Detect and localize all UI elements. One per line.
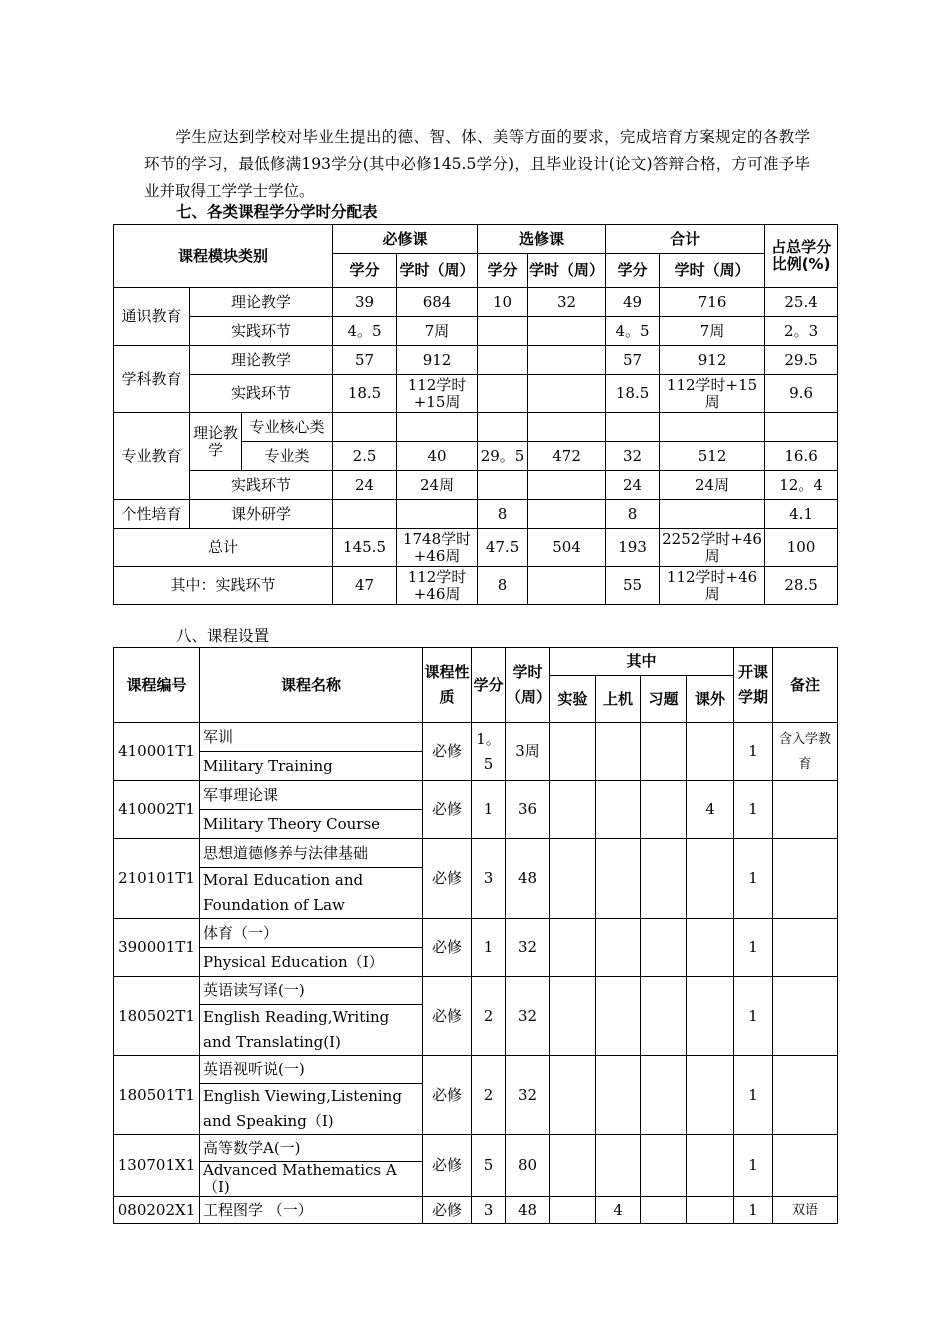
course-extra [687, 1056, 734, 1135]
cell: 16.6 [765, 442, 838, 471]
course-credit: 2 [472, 977, 506, 1056]
cell: 684 [397, 288, 478, 317]
table-row [114, 375, 838, 413]
cell: 193 [606, 529, 660, 567]
cell: 10 [478, 288, 528, 317]
course-credit: 1 [472, 781, 506, 839]
course-extra [687, 1135, 734, 1197]
row-label: 理论教学 [190, 288, 333, 317]
group-label: 专业教育 [114, 413, 190, 500]
row-label: 总计 [114, 529, 333, 567]
table-row [114, 413, 838, 442]
header-term: 开课学期 [734, 648, 773, 723]
course-hours: 48 [506, 839, 550, 919]
course-nature: 必修 [423, 723, 472, 781]
course-name-cn: 思想道德修养与法律基础 [200, 839, 423, 868]
course-nature: 必修 [423, 1197, 472, 1224]
course-name-cn: 体育（一） [200, 919, 423, 948]
header-credit: 学分 [333, 254, 397, 288]
course-nature: 必修 [423, 781, 472, 839]
header-extracurricular: 课外 [687, 676, 734, 723]
course-hours: 80 [506, 1135, 550, 1197]
course-table [113, 647, 838, 1224]
header-elective: 选修课 [478, 225, 606, 254]
cell: 716 [660, 288, 765, 317]
cell: 2。3 [765, 317, 838, 346]
cell: 912 [660, 346, 765, 375]
cell [528, 471, 606, 500]
course-name-en: Military Training [200, 752, 423, 781]
course-hours: 36 [506, 781, 550, 839]
cell [528, 567, 606, 605]
row-label: 专业核心类 [242, 413, 333, 442]
course-name-cn: 军事理论课 [200, 781, 423, 810]
course-code: 180502T1 [114, 977, 200, 1056]
course-term: 1 [734, 1135, 773, 1197]
course-exercise [641, 1135, 687, 1197]
header-lab: 实验 [550, 676, 596, 723]
course-credit: 5 [472, 1135, 506, 1197]
course-code: 410002T1 [114, 781, 200, 839]
group-label: 个性培育 [114, 500, 190, 529]
course-name-cn: 英语读写译(一) [200, 977, 423, 1005]
cell: 57 [606, 346, 660, 375]
cell: 29。5 [478, 442, 528, 471]
header-module-category: 课程模块类别 [114, 225, 333, 288]
course-lab [550, 1197, 596, 1224]
row-label: 课外研学 [190, 500, 333, 529]
cell: 8 [606, 500, 660, 529]
course-computer [596, 839, 641, 919]
header-exercise: 习题 [641, 676, 687, 723]
course-code: 410001T1 [114, 723, 200, 781]
group-label: 学科教育 [114, 346, 190, 413]
course-row [114, 919, 838, 948]
course-term: 1 [734, 1197, 773, 1224]
header-credit: 学分 [472, 648, 506, 723]
cell [333, 500, 397, 529]
cell: 12。4 [765, 471, 838, 500]
header-required: 必修课 [333, 225, 478, 254]
course-note [773, 1135, 838, 1197]
course-exercise [641, 919, 687, 977]
cell: 24 [333, 471, 397, 500]
header-hours: 学时（周） [506, 648, 550, 723]
course-name-en: Physical Education（Ⅰ） [200, 948, 423, 977]
cell: 7周 [397, 317, 478, 346]
course-name-en: English Reading,Writing and Translating(Ⅰ) [200, 1005, 423, 1056]
course-exercise [641, 781, 687, 839]
course-term: 1 [734, 1056, 773, 1135]
course-name-en: Moral Education and Foundation of Law [200, 868, 423, 919]
course-computer [596, 1056, 641, 1135]
course-term: 1 [734, 723, 773, 781]
cell [397, 500, 478, 529]
course-exercise [641, 977, 687, 1056]
header-ratio: 占总学分比例(%) [765, 225, 838, 288]
cell: 24 [606, 471, 660, 500]
course-credit: 2 [472, 1056, 506, 1135]
cell: 4。5 [333, 317, 397, 346]
course-extra [687, 839, 734, 919]
cell: 24周 [397, 471, 478, 500]
course-extra [687, 977, 734, 1056]
intro-paragraph [144, 124, 810, 205]
course-hours: 32 [506, 977, 550, 1056]
course-exercise [641, 1197, 687, 1224]
header-credit: 学分 [606, 254, 660, 288]
course-name-cn: 工程图学 （一） [200, 1197, 423, 1224]
course-row [114, 839, 838, 868]
cell: 47.5 [478, 529, 528, 567]
row-label: 实践环节 [190, 317, 333, 346]
group-label: 通识教育 [114, 288, 190, 346]
cell: 7周 [660, 317, 765, 346]
course-name-cn: 高等数学A(一) [200, 1135, 423, 1162]
course-name-en: Military Theory Course [200, 810, 423, 839]
cell [765, 413, 838, 442]
cell: 112学时+46周 [397, 567, 478, 605]
course-row [114, 723, 838, 752]
cell: 4.1 [765, 500, 838, 529]
cell: 8 [478, 567, 528, 605]
course-computer [596, 977, 641, 1056]
header-course-code: 课程编号 [114, 648, 200, 723]
course-lab [550, 977, 596, 1056]
cell: 112学时+15周 [397, 375, 478, 413]
course-lab [550, 1056, 596, 1135]
header-total: 合计 [606, 225, 765, 254]
course-hours: 3周 [506, 723, 550, 781]
header-hours: 学时（周） [397, 254, 478, 288]
course-nature: 必修 [423, 1135, 472, 1197]
course-note [773, 977, 838, 1056]
cell: 4。5 [606, 317, 660, 346]
course-code: 180501T1 [114, 1056, 200, 1135]
cell: 112学时+15周 [660, 375, 765, 413]
table-row [114, 567, 838, 605]
cell [478, 471, 528, 500]
cell: 25.4 [765, 288, 838, 317]
cell: 1748学时+46周 [397, 529, 478, 567]
table-row [114, 317, 838, 346]
course-extra [687, 723, 734, 781]
course-row [114, 1135, 838, 1162]
cell [528, 375, 606, 413]
cell: 29.5 [765, 346, 838, 375]
course-lab [550, 839, 596, 919]
credit-distribution-table [113, 224, 838, 605]
course-note [773, 919, 838, 977]
course-row [114, 1197, 838, 1224]
header-hours: 学时（周） [528, 254, 606, 288]
header-computer: 上机 [596, 676, 641, 723]
cell: 49 [606, 288, 660, 317]
course-computer [596, 1135, 641, 1197]
course-term: 1 [734, 919, 773, 977]
table-row [114, 346, 838, 375]
course-term: 1 [734, 839, 773, 919]
cell: 28.5 [765, 567, 838, 605]
course-code: 390001T1 [114, 919, 200, 977]
course-computer [596, 723, 641, 781]
course-lab [550, 781, 596, 839]
course-term: 1 [734, 977, 773, 1056]
cell [606, 413, 660, 442]
cell [397, 413, 478, 442]
course-computer [596, 781, 641, 839]
row-label: 其中：实践环节 [114, 567, 333, 605]
course-computer [596, 919, 641, 977]
course-hours: 32 [506, 1056, 550, 1135]
course-lab [550, 723, 596, 781]
cell: 47 [333, 567, 397, 605]
cell [660, 413, 765, 442]
course-code: 080202X1 [114, 1197, 200, 1224]
table-row [114, 529, 838, 567]
cell [478, 346, 528, 375]
course-lab [550, 1135, 596, 1197]
row-label: 专业类 [242, 442, 333, 471]
cell: 32 [528, 288, 606, 317]
cell [478, 317, 528, 346]
cell [528, 500, 606, 529]
course-credit: 1。5 [472, 723, 506, 781]
course-nature: 必修 [423, 1056, 472, 1135]
course-credit: 3 [472, 839, 506, 919]
course-code: 130701X1 [114, 1135, 200, 1197]
header-note: 备注 [773, 648, 838, 723]
course-note: 双语 [773, 1197, 838, 1224]
cell: 912 [397, 346, 478, 375]
cell: 2252学时+46周 [660, 529, 765, 567]
course-note: 含入学教育 [773, 723, 838, 781]
intro-text: 学生应达到学校对毕业生提出的德、智、体、美等方面的要求，完成培育方案规定的各教学环节的学习，最低修满193学分(其中必修145.5学分)，且毕业设计(论文)答辩合格，方可准予毕业并取得工学学士学位。 [144, 128, 810, 200]
cell [333, 413, 397, 442]
cell: 112学时+46周 [660, 567, 765, 605]
cell [478, 375, 528, 413]
cell: 8 [478, 500, 528, 529]
cell: 504 [528, 529, 606, 567]
course-note [773, 839, 838, 919]
course-nature: 必修 [423, 919, 472, 977]
cell: 145.5 [333, 529, 397, 567]
course-credit: 3 [472, 1197, 506, 1224]
course-nature: 必修 [423, 977, 472, 1056]
cell: 472 [528, 442, 606, 471]
course-extra: 4 [687, 781, 734, 839]
row-label: 实践环节 [190, 375, 333, 413]
course-credit: 1 [472, 919, 506, 977]
cell: 32 [606, 442, 660, 471]
cell [528, 346, 606, 375]
cell: 18.5 [333, 375, 397, 413]
header-among: 其中 [550, 648, 734, 676]
cell: 9.6 [765, 375, 838, 413]
course-row [114, 1056, 838, 1084]
table-row [114, 471, 838, 500]
cell [528, 317, 606, 346]
course-note [773, 1056, 838, 1135]
cell: 40 [397, 442, 478, 471]
course-term: 1 [734, 781, 773, 839]
course-extra [687, 1197, 734, 1224]
course-computer: 4 [596, 1197, 641, 1224]
course-extra [687, 919, 734, 977]
cell: 2.5 [333, 442, 397, 471]
cell: 57 [333, 346, 397, 375]
cell [528, 413, 606, 442]
course-code: 210101T1 [114, 839, 200, 919]
cell [660, 500, 765, 529]
course-hours: 32 [506, 919, 550, 977]
cell: 100 [765, 529, 838, 567]
table-row [114, 500, 838, 529]
course-row [114, 977, 838, 1005]
section-8-title: 八、课程设置 [176, 627, 270, 645]
cell: 512 [660, 442, 765, 471]
course-lab [550, 919, 596, 977]
cell: 39 [333, 288, 397, 317]
row-label: 理论教学 [190, 346, 333, 375]
course-nature: 必修 [423, 839, 472, 919]
course-note [773, 781, 838, 839]
course-row [114, 781, 838, 810]
cell [478, 413, 528, 442]
course-name-en: Advanced Mathematics A（Ⅰ) [200, 1162, 423, 1197]
course-name-en: English Viewing,Listening and Speaking（Ⅰ) [200, 1084, 423, 1135]
cell: 18.5 [606, 375, 660, 413]
course-name-cn: 英语视听说(一) [200, 1056, 423, 1084]
subgroup-label: 理论教学 [190, 413, 242, 471]
header-course-nature: 课程性质 [423, 648, 472, 723]
course-exercise [641, 839, 687, 919]
cell: 24周 [660, 471, 765, 500]
course-exercise [641, 723, 687, 781]
table-row [114, 288, 838, 317]
header-hours: 学时（周） [660, 254, 765, 288]
section-7-title: 七、各类课程学分学时分配表 [176, 203, 378, 221]
course-name-cn: 军训 [200, 723, 423, 752]
course-hours: 48 [506, 1197, 550, 1224]
row-label: 实践环节 [190, 471, 333, 500]
header-course-name: 课程名称 [200, 648, 423, 723]
cell: 55 [606, 567, 660, 605]
header-credit: 学分 [478, 254, 528, 288]
course-exercise [641, 1056, 687, 1135]
